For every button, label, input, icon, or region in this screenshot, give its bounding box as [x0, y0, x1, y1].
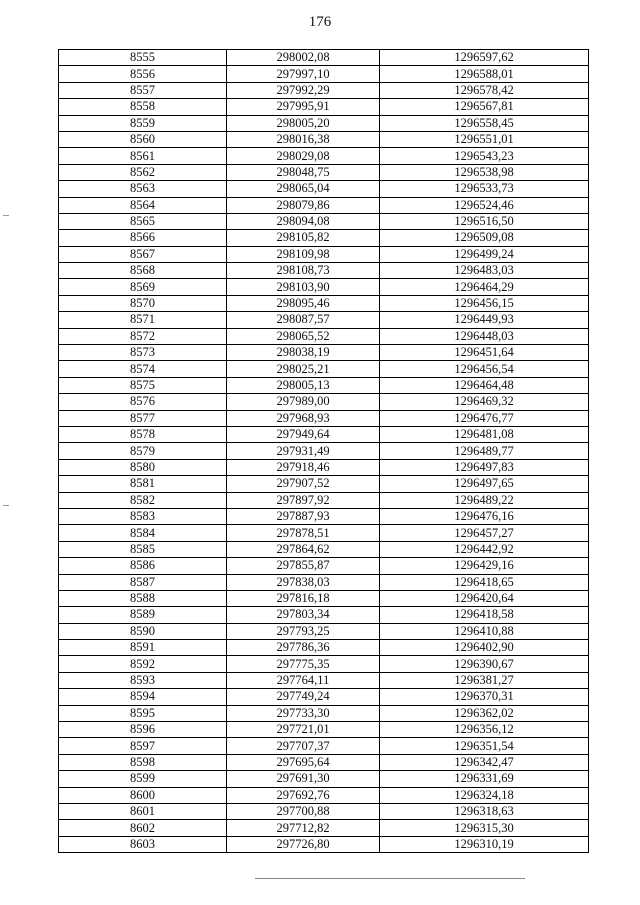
point-number-cell: 8590 — [59, 623, 227, 639]
y-coordinate-cell: 1296342,47 — [380, 754, 589, 770]
table-row — [59, 345, 589, 361]
y-coordinate-cell: 1296481,08 — [380, 426, 589, 442]
y-coordinate-cell: 1296324,18 — [380, 787, 589, 803]
point-number-cell: 8588 — [59, 590, 227, 606]
point-number-cell: 8591 — [59, 640, 227, 656]
table-row — [59, 213, 589, 229]
x-coordinate-cell: 298087,57 — [227, 312, 380, 328]
point-number-cell: 8556 — [59, 66, 227, 82]
point-number-cell: 8586 — [59, 558, 227, 574]
y-coordinate-cell: 1296418,58 — [380, 607, 589, 623]
x-coordinate-cell: 297931,49 — [227, 443, 380, 459]
point-number-cell: 8558 — [59, 99, 227, 115]
x-coordinate-cell: 298065,52 — [227, 328, 380, 344]
y-coordinate-cell: 1296315,30 — [380, 820, 589, 836]
point-number-cell: 8598 — [59, 754, 227, 770]
y-coordinate-cell: 1296509,08 — [380, 230, 589, 246]
x-coordinate-cell: 297949,64 — [227, 426, 380, 442]
table-row — [59, 574, 589, 590]
point-number-cell: 8563 — [59, 181, 227, 197]
x-coordinate-cell: 297733,30 — [227, 705, 380, 721]
y-coordinate-cell: 1296538,98 — [380, 164, 589, 180]
table-row — [59, 443, 589, 459]
point-number-cell: 8596 — [59, 722, 227, 738]
x-coordinate-cell: 298095,46 — [227, 295, 380, 311]
table-row — [59, 99, 589, 115]
point-number-cell: 8569 — [59, 279, 227, 295]
y-coordinate-cell: 1296381,27 — [380, 672, 589, 688]
x-coordinate-cell: 297989,00 — [227, 394, 380, 410]
x-coordinate-cell: 298109,98 — [227, 246, 380, 262]
x-coordinate-cell: 297907,52 — [227, 476, 380, 492]
point-number-cell: 8577 — [59, 410, 227, 426]
point-number-cell: 8572 — [59, 328, 227, 344]
y-coordinate-cell: 1296567,81 — [380, 99, 589, 115]
y-coordinate-cell: 1296418,65 — [380, 574, 589, 590]
point-number-cell: 8594 — [59, 689, 227, 705]
x-coordinate-cell: 297997,10 — [227, 66, 380, 82]
x-coordinate-cell: 297721,01 — [227, 722, 380, 738]
point-number-cell: 8589 — [59, 607, 227, 623]
x-coordinate-cell: 297695,64 — [227, 754, 380, 770]
x-coordinate-cell: 298103,90 — [227, 279, 380, 295]
y-coordinate-cell: 1296551,01 — [380, 131, 589, 147]
x-coordinate-cell: 297700,88 — [227, 803, 380, 819]
point-number-cell: 8600 — [59, 787, 227, 803]
x-coordinate-cell: 298048,75 — [227, 164, 380, 180]
table-row — [59, 525, 589, 541]
table-row — [59, 607, 589, 623]
bottom-rule — [255, 878, 525, 879]
y-coordinate-cell: 1296476,16 — [380, 508, 589, 524]
x-coordinate-cell: 297878,51 — [227, 525, 380, 541]
x-coordinate-cell: 297816,18 — [227, 590, 380, 606]
x-coordinate-cell: 298105,82 — [227, 230, 380, 246]
y-coordinate-cell: 1296464,29 — [380, 279, 589, 295]
point-number-cell: 8568 — [59, 263, 227, 279]
y-coordinate-cell: 1296588,01 — [380, 66, 589, 82]
point-number-cell: 8581 — [59, 476, 227, 492]
point-number-cell: 8587 — [59, 574, 227, 590]
table-row — [59, 672, 589, 688]
table-row — [59, 164, 589, 180]
y-coordinate-cell: 1296456,15 — [380, 295, 589, 311]
y-coordinate-cell: 1296464,48 — [380, 377, 589, 393]
table-row — [59, 410, 589, 426]
table-row — [59, 656, 589, 672]
table-row — [59, 476, 589, 492]
table-row — [59, 492, 589, 508]
y-coordinate-cell: 1296497,83 — [380, 459, 589, 475]
x-coordinate-cell: 297864,62 — [227, 541, 380, 557]
table-row — [59, 623, 589, 639]
x-coordinate-cell: 298108,73 — [227, 263, 380, 279]
point-number-cell: 8599 — [59, 771, 227, 787]
x-coordinate-cell: 297726,80 — [227, 836, 380, 852]
x-coordinate-cell: 298016,38 — [227, 131, 380, 147]
point-number-cell: 8582 — [59, 492, 227, 508]
point-number-cell: 8564 — [59, 197, 227, 213]
x-coordinate-cell: 297764,11 — [227, 672, 380, 688]
point-number-cell: 8597 — [59, 738, 227, 754]
table-row — [59, 279, 589, 295]
scan-edge-mark — [3, 215, 9, 216]
table-row — [59, 689, 589, 705]
y-coordinate-cell: 1296356,12 — [380, 722, 589, 738]
y-coordinate-cell: 1296499,24 — [380, 246, 589, 262]
x-coordinate-cell: 298065,04 — [227, 181, 380, 197]
y-coordinate-cell: 1296370,31 — [380, 689, 589, 705]
y-coordinate-cell: 1296310,19 — [380, 836, 589, 852]
page-number: 176 — [308, 14, 332, 30]
y-coordinate-cell: 1296597,62 — [380, 50, 589, 66]
y-coordinate-cell: 1296331,69 — [380, 771, 589, 787]
x-coordinate-cell: 298025,21 — [227, 361, 380, 377]
y-coordinate-cell: 1296420,64 — [380, 590, 589, 606]
x-coordinate-cell: 297712,82 — [227, 820, 380, 836]
x-coordinate-cell: 297793,25 — [227, 623, 380, 639]
y-coordinate-cell: 1296457,27 — [380, 525, 589, 541]
point-number-cell: 8580 — [59, 459, 227, 475]
y-coordinate-cell: 1296318,63 — [380, 803, 589, 819]
point-number-cell: 8585 — [59, 541, 227, 557]
point-number-cell: 8575 — [59, 377, 227, 393]
point-number-cell: 8555 — [59, 50, 227, 66]
point-number-cell: 8559 — [59, 115, 227, 131]
table-row — [59, 312, 589, 328]
y-coordinate-cell: 1296533,73 — [380, 181, 589, 197]
table-row — [59, 197, 589, 213]
table-row — [59, 50, 589, 66]
point-number-cell: 8561 — [59, 148, 227, 164]
y-coordinate-cell: 1296578,42 — [380, 82, 589, 98]
table-row — [59, 722, 589, 738]
y-coordinate-cell: 1296516,50 — [380, 213, 589, 229]
x-coordinate-cell: 297707,37 — [227, 738, 380, 754]
table-row — [59, 246, 589, 262]
table-row — [59, 558, 589, 574]
table-row — [59, 459, 589, 475]
coordinates-table — [58, 49, 589, 853]
table-row — [59, 640, 589, 656]
x-coordinate-cell: 297897,92 — [227, 492, 380, 508]
point-number-cell: 8584 — [59, 525, 227, 541]
x-coordinate-cell: 297786,36 — [227, 640, 380, 656]
table-row — [59, 82, 589, 98]
x-coordinate-cell: 297855,87 — [227, 558, 380, 574]
point-number-cell: 8570 — [59, 295, 227, 311]
point-number-cell: 8567 — [59, 246, 227, 262]
table-row — [59, 361, 589, 377]
x-coordinate-cell: 298038,19 — [227, 345, 380, 361]
y-coordinate-cell: 1296449,93 — [380, 312, 589, 328]
point-number-cell: 8557 — [59, 82, 227, 98]
y-coordinate-cell: 1296524,46 — [380, 197, 589, 213]
y-coordinate-cell: 1296402,90 — [380, 640, 589, 656]
table-row — [59, 148, 589, 164]
table-row — [59, 263, 589, 279]
point-number-cell: 8573 — [59, 345, 227, 361]
scan-edge-mark — [3, 505, 9, 506]
table-row — [59, 230, 589, 246]
x-coordinate-cell: 297775,35 — [227, 656, 380, 672]
x-coordinate-cell: 297692,76 — [227, 787, 380, 803]
y-coordinate-cell: 1296448,03 — [380, 328, 589, 344]
point-number-cell: 8574 — [59, 361, 227, 377]
table-row — [59, 328, 589, 344]
x-coordinate-cell: 297992,29 — [227, 82, 380, 98]
x-coordinate-cell: 298094,08 — [227, 213, 380, 229]
table-row — [59, 754, 589, 770]
x-coordinate-cell: 298005,20 — [227, 115, 380, 131]
point-number-cell: 8593 — [59, 672, 227, 688]
table-row — [59, 394, 589, 410]
x-coordinate-cell: 298002,08 — [227, 50, 380, 66]
x-coordinate-cell: 297887,93 — [227, 508, 380, 524]
y-coordinate-cell: 1296442,92 — [380, 541, 589, 557]
table-row — [59, 131, 589, 147]
x-coordinate-cell: 297691,30 — [227, 771, 380, 787]
point-number-cell: 8562 — [59, 164, 227, 180]
table-row — [59, 115, 589, 131]
table-row — [59, 787, 589, 803]
point-number-cell: 8571 — [59, 312, 227, 328]
point-number-cell: 8566 — [59, 230, 227, 246]
table-row — [59, 771, 589, 787]
x-coordinate-cell: 297749,24 — [227, 689, 380, 705]
y-coordinate-cell: 1296351,54 — [380, 738, 589, 754]
x-coordinate-cell: 297838,03 — [227, 574, 380, 590]
x-coordinate-cell: 297918,46 — [227, 459, 380, 475]
table-row — [59, 820, 589, 836]
point-number-cell: 8592 — [59, 656, 227, 672]
table-row — [59, 66, 589, 82]
table-row — [59, 295, 589, 311]
y-coordinate-cell: 1296362,02 — [380, 705, 589, 721]
point-number-cell: 8601 — [59, 803, 227, 819]
point-number-cell: 8583 — [59, 508, 227, 524]
point-number-cell: 8602 — [59, 820, 227, 836]
x-coordinate-cell: 297803,34 — [227, 607, 380, 623]
table-row — [59, 508, 589, 524]
x-coordinate-cell: 297968,93 — [227, 410, 380, 426]
table-row — [59, 181, 589, 197]
point-number-cell: 8576 — [59, 394, 227, 410]
table-row — [59, 377, 589, 393]
point-number-cell: 8603 — [59, 836, 227, 852]
x-coordinate-cell: 298029,08 — [227, 148, 380, 164]
y-coordinate-cell: 1296476,77 — [380, 410, 589, 426]
y-coordinate-cell: 1296543,23 — [380, 148, 589, 164]
table-row — [59, 803, 589, 819]
coordinates-table-body — [59, 50, 589, 853]
y-coordinate-cell: 1296429,16 — [380, 558, 589, 574]
y-coordinate-cell: 1296456,54 — [380, 361, 589, 377]
point-number-cell: 8579 — [59, 443, 227, 459]
y-coordinate-cell: 1296451,64 — [380, 345, 589, 361]
y-coordinate-cell: 1296558,45 — [380, 115, 589, 131]
table-row — [59, 590, 589, 606]
x-coordinate-cell: 298079,86 — [227, 197, 380, 213]
y-coordinate-cell: 1296410,88 — [380, 623, 589, 639]
table-row — [59, 705, 589, 721]
y-coordinate-cell: 1296489,77 — [380, 443, 589, 459]
point-number-cell: 8560 — [59, 131, 227, 147]
table-row — [59, 541, 589, 557]
point-number-cell: 8595 — [59, 705, 227, 721]
x-coordinate-cell: 298005,13 — [227, 377, 380, 393]
table-row — [59, 426, 589, 442]
y-coordinate-cell: 1296483,03 — [380, 263, 589, 279]
y-coordinate-cell: 1296489,22 — [380, 492, 589, 508]
point-number-cell: 8565 — [59, 213, 227, 229]
y-coordinate-cell: 1296469,32 — [380, 394, 589, 410]
y-coordinate-cell: 1296390,67 — [380, 656, 589, 672]
table-row — [59, 836, 589, 852]
y-coordinate-cell: 1296497,65 — [380, 476, 589, 492]
table-row — [59, 738, 589, 754]
x-coordinate-cell: 297995,91 — [227, 99, 380, 115]
point-number-cell: 8578 — [59, 426, 227, 442]
